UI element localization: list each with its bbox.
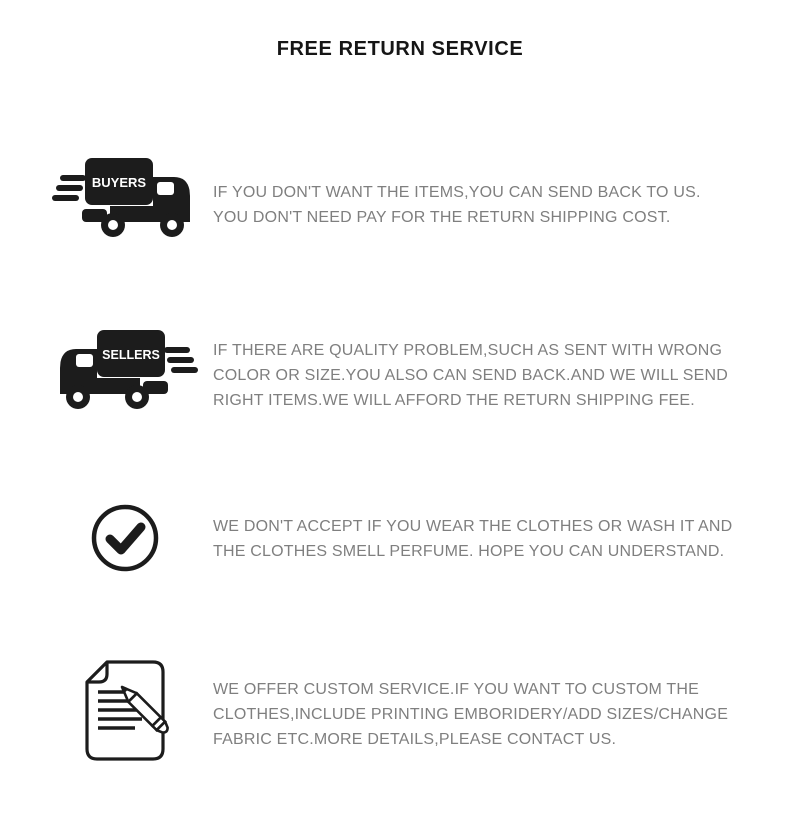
section-custom-service	[45, 655, 767, 767]
text-line: YOU DON'T NEED PAY FOR THE RETURN SHIPPING COST.	[213, 209, 671, 226]
page-title: FREE RETURN SERVICE	[276, 38, 524, 60]
document-pencil-icon	[45, 659, 205, 764]
sellers-truck-icon	[45, 327, 205, 417]
section-sellers-return	[45, 323, 767, 420]
buyers-return-text	[213, 180, 701, 230]
text-line: WE DON'T ACCEPT IF YOU WEAR THE CLOTHES OR WASH IT AND	[213, 518, 733, 535]
text-line: CLOTHES,INCLUDE PRINTING EMBORIDERY/ADD SIZES/CHANGE	[213, 705, 729, 723]
custom-service-text	[213, 677, 728, 752]
text-line: COLOR OR SIZE.YOU ALSO CAN SEND BACK.AND WE WILL SEND	[213, 367, 728, 384]
wear-policy-text	[213, 514, 732, 564]
text-line: IF THERE ARE QUALITY PROBLEM,SUCH AS SENT WITH WRONG	[213, 342, 723, 359]
text-line: IF YOU DON'T WANT THE ITEMS,YOU CAN SEND BACK TO US.	[213, 184, 701, 201]
buyers-truck-icon-svg	[50, 155, 200, 245]
document-pencil-icon-svg	[80, 659, 170, 764]
sellers-truck-icon-svg	[50, 327, 200, 417]
text-line: RIGHT ITEMS.WE WILL AFFORD THE RETURN SHIPPING FEE.	[213, 392, 695, 409]
check-circle-icon	[45, 502, 205, 574]
check-circle-icon-svg	[89, 502, 161, 574]
buyers-truck-icon	[45, 155, 205, 245]
text-line: FABRIC ETC.MORE DETAILS,PLEASE CONTACT US.	[213, 730, 617, 748]
section-wear-policy	[45, 500, 767, 576]
buyers-truck-label: BUYERS	[91, 175, 147, 190]
sellers-truck-label: SELLERS	[102, 347, 160, 362]
text-line: THE CLOTHES SMELL PERFUME. HOPE YOU CAN UNDERSTAND.	[213, 543, 725, 560]
sellers-return-text	[213, 338, 728, 413]
section-buyers-return	[45, 152, 767, 248]
text-line: WE OFFER CUSTOM SERVICE.IF YOU WANT TO CUSTOM THE	[213, 680, 700, 698]
